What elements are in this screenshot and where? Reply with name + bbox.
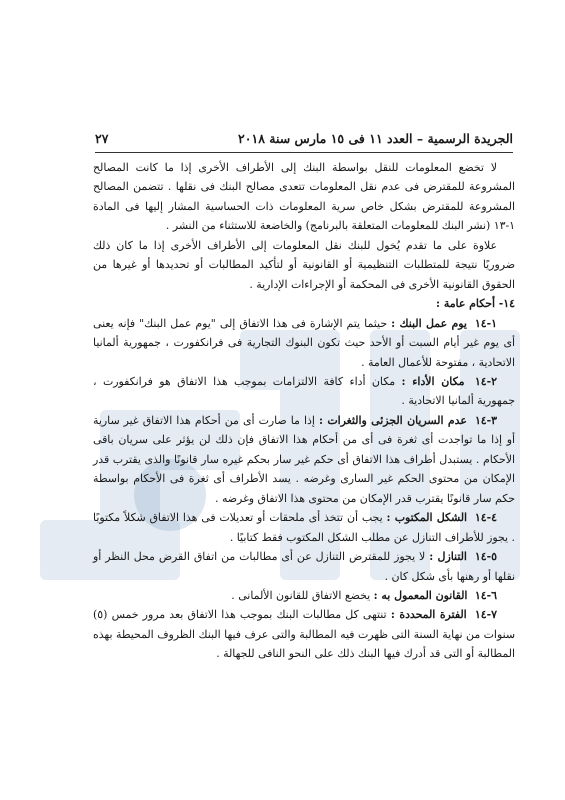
clause-item [93,372,515,411]
clause-number: ٤-١٤ [474,511,498,525]
clause-body: يجب أن تتخذ أى ملحقات أو تعديلات فى هذا الاتفاق شكلاً مكتوبًا . يجوز للأطراف التنازل عن مطلب الشكل المكتوب فقط كتابيًا . [93,511,515,544]
clause-body: تنتهى كل مطالبات البنك بموجب هذا الاتفاق بعد مرور خمس (٥) سنوات من نهاية السنة التى ظهرت فيه المطالبة والتى عرف فيها البنك الظروف المحيطة بهذه المطالبة أو التى قد أدرك فيها البنك ذلك على النحو النافى للجهالة . [93,608,515,661]
clause-title: عدم السريان الجزئى والثغرات : [318,413,467,427]
clause-number: ٧-١٤ [474,608,498,622]
clause-body: مكان أداء كافة الالتزامات بموجب هذا الاتفاق هو فرانكفورت ، جمهورية ألمانيا الاتحادية . [93,374,515,408]
clause-number: ١-١٤ [474,316,498,330]
clause-title: يوم عمل البنك : [391,316,467,330]
clause-item [93,508,515,547]
page-header [95,131,513,151]
clause-item [93,411,515,508]
clause-number: ٥-١٤ [474,550,498,564]
paragraph: لا تخضع المعلومات للنقل بواسطة البنك إلى الأطراف الأخرى إذا ما كانت المصالح المشروعة للمقترض فى عدم نقل المعلومات تتعدى مصالح البنك فى نقلها . تتضمن المصالح المشروعة للمقترض بشكل خاص سرية المعلومات ذات الحساسية المشار إليها فى المادة ١-١٣ (نشر البنك للمعلومات المتعلقة بالبرنامج) والخاضعة للاستثناء من النشر . [93,161,515,233]
clause-item [93,547,515,586]
clause-title: التنازل : [429,550,467,564]
clause-number: ٦-١٤ [474,588,497,602]
header-title: الجريدة الرسمية – العدد ١١ فى ١٥ مارس سنة ٢٠١٨ [238,131,513,146]
clause-body: حيثما يتم الإشارة فى هذا الاتفاق إلى "يوم عمل البنك" فإنه يعنى أى يوم غير أيام السبت أو الأحد حيث تكون البنوك التجارية فى فرانكفورت ، جمهورية ألمانيا الاتحادية ، مفتوحة للأعمال العامة . [93,316,515,369]
clause-title: الفترة المحددة : [390,608,467,622]
clause-title: القانون المعمول به : [373,588,468,602]
clause-body: لا يجوز للمقترض التنازل عن أى مطالبات من اتفاق القرض محل النظر أو نقلها أو رهنها بأى شكل كان . [93,550,515,583]
section-heading [93,294,515,313]
clause-title: الشكل المكتوب : [386,511,468,525]
clause-number: ٣-١٤ [474,413,498,427]
clause-item [93,605,515,663]
clause-title: مكان الأداء : [401,374,465,388]
page-number: ٢٧ [95,131,109,146]
clause-item [93,586,515,605]
section-heading-text: ١٤- أحكام عامة : [436,297,515,311]
clause-body: يخضع الاتفاق للقانون الألمانى . [231,588,371,602]
document-body [93,158,515,664]
clause-number: ٢-١٤ [474,374,497,388]
header-rule [95,152,513,153]
clause-body: إذا ما صارت أى من أحكام هذا الاتفاق غير سارية أو إذا ما تواجدت أى ثغرة فى أى من أحكام هذا الاتفاق فإن ذلك لن يؤثر على سريان باقى الأحكام . يستبدل أطراف هذا الاتفاق أى حكم غير سار بحكم غيره سار قانونًا والذى يقترب قدر الإمكان من محتوى الحكم غير السارى وغرضه . يسد الأطراف أى ثغرة فى الأحكام بواسطة حكم سار قانونًا يقترب قدر الإمكان من محتوى هذا الاتفاق وغرضه . [93,413,515,505]
paragraph: علاوة على ما تقدم يُخول للبنك نقل المعلومات إلى الأطراف الأخرى إذا ما كان ذلك ضروريًا نتيجة للمتطلبات التنظيمية أو القانونية أو لتأكيد المطالبات أو تحديدها أو غيرها من الحقوق القانونية الأخرى فى المحكمة أو الإجراءات الإدارية . [93,238,515,291]
clause-item [93,314,515,372]
